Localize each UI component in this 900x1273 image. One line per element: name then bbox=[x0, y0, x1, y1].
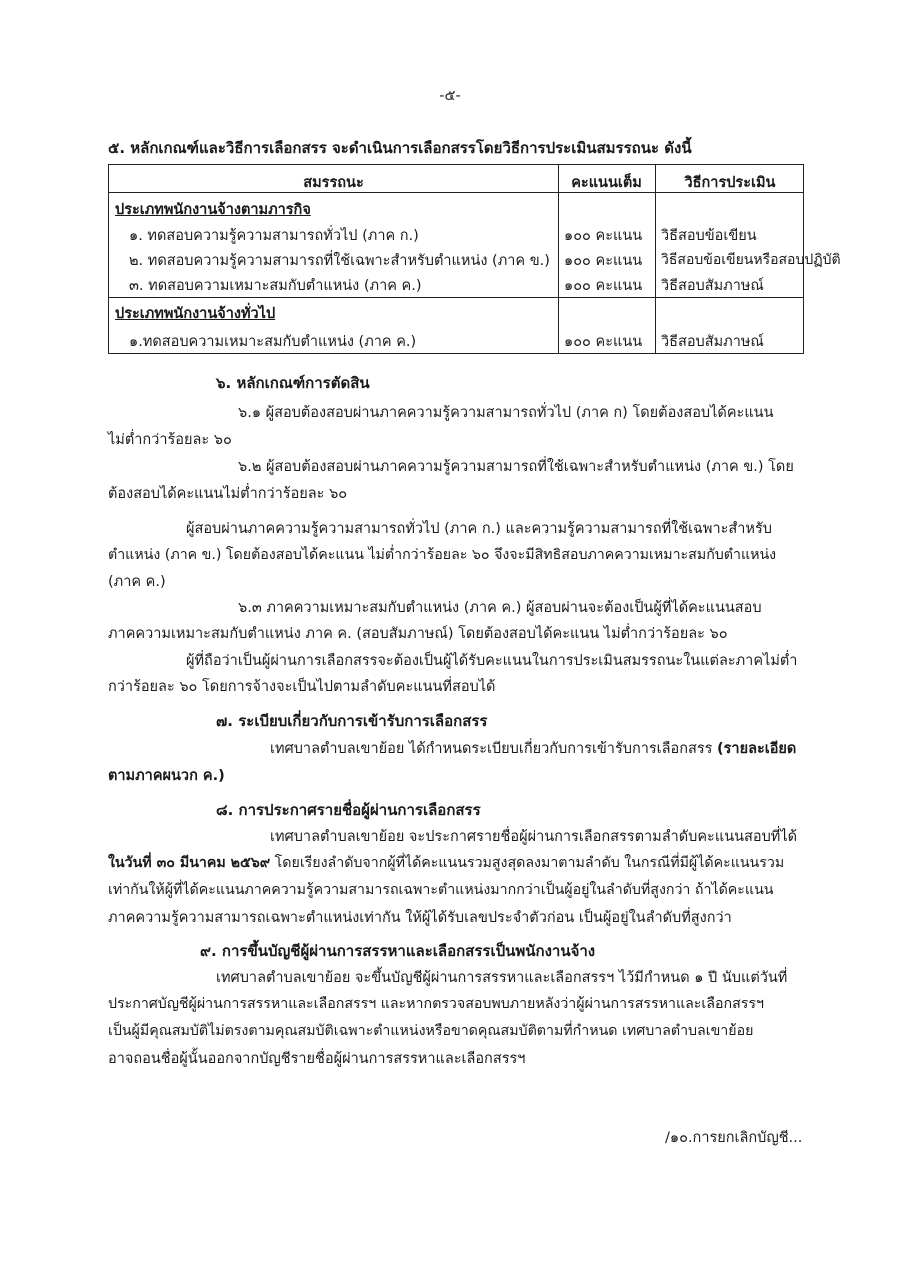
competency-table bbox=[108, 164, 841, 354]
paragraph-line: ไม่ต่ำกว่าร้อยละ ๖๐ bbox=[108, 432, 232, 448]
paragraph-line bbox=[108, 852, 784, 874]
table-row-method: วิธีสอบข้อเขียน bbox=[661, 228, 757, 244]
table-header-competency: สมรรถนะ bbox=[303, 175, 364, 191]
table-row-item: ๑. ทดสอบความรู้ความสามารถทั่วไป (ภาค ก.) bbox=[129, 228, 419, 244]
section-7-heading: ๗. ระเบียบเกี่ยวกับการเข้ารับการเลือกสรร bbox=[216, 712, 488, 730]
paragraph-bold-text: (รายละเอียด bbox=[717, 741, 797, 757]
table-header-method: วิธีการประเมิน bbox=[684, 175, 776, 191]
table-row-method: วิธีสอบข้อเขียนหรือสอบปฏิบัติ bbox=[661, 252, 841, 268]
paragraph-line: ตำแหน่ง (ภาค ข.) โดยต้องสอบได้คะแนน ไม่ต่ำกว่าร้อยละ ๖๐ จึงจะมีสิทธิสอบภาคความเหมาะสมกับตำแหน่ง bbox=[108, 547, 777, 563]
paragraph-line: เป็นผู้มีคุณสมบัติไม่ตรงตามคุณสมบัติเฉพาะตำแหน่งหรือขาดคุณสมบัติตามที่กำหนด เทศบาลตำบลเขาย้อย bbox=[108, 1023, 754, 1039]
section-9-heading: ๙. การขึ้นบัญชีผู้ผ่านการสรรหาและเลือกสรรเป็นพนักงานจ้าง bbox=[200, 942, 596, 960]
table-group-title: ประเภทพนักงานจ้างทั่วไป bbox=[115, 306, 276, 322]
paragraph-line: ภาคความรู้ความสามารถเฉพาะตำแหน่งเท่ากัน ให้ผู้ได้รับเลขประจำตัวก่อน เป็นผู้อยู่ในลำดับที่สูงกว่า bbox=[108, 910, 732, 926]
paragraph-text: โดยเรียงลำดับจากผู้ที่ได้คะแนนรวมสูงสุดลงมาตามลำดับ ในกรณีที่มีผู้ได้คะแนนรวม bbox=[270, 855, 785, 871]
paragraph-line: ๖.๒ ผู้สอบต้องสอบผ่านภาคความรู้ความสามารถที่ใช้เฉพาะสำหรับตำแหน่ง (ภาค ข.) โดย bbox=[238, 459, 794, 475]
paragraph-line: ประกาศบัญชีผู้ผ่านการสรรหาและเลือกสรรฯ และหากตรวจสอบพบภายหลังว่าผู้ผ่านการสรรหาและเลือกสรรฯ bbox=[108, 996, 764, 1012]
paragraph-line: กว่าร้อยละ ๖๐ โดยการจ้างจะเป็นไปตามลำดับคะแนนที่สอบได้ bbox=[108, 679, 496, 695]
table-row-score: ๑๐๐ คะแนน bbox=[564, 278, 643, 294]
section-8-heading: ๘. การประกาศรายชื่อผู้ผ่านการเลือกสรร bbox=[216, 801, 481, 819]
paragraph-bold-line: ตามภาคผนวก ค.) bbox=[108, 768, 225, 784]
table-row-score: ๑๐๐ คะแนน bbox=[564, 228, 643, 244]
announcement-date: ในวันที่ ๓๐ มีนาคม ๒๕๖๙ bbox=[108, 855, 271, 871]
table-row-score: ๑๐๐ คะแนน bbox=[564, 253, 643, 269]
table-header-full-score: คะแนนเต็ม bbox=[571, 175, 642, 191]
next-page-reference: /๑๐.การยกเลิกบัญชี... bbox=[665, 1130, 803, 1146]
paragraph-line: ผู้ที่ถือว่าเป็นผู้ผ่านการเลือกสรรจะต้องเป็นผู้ได้รับคะแนนในการประเมินสมรรถนะในแต่ละภาคไม่ต่ำ bbox=[186, 653, 798, 669]
table-row-score: ๑๐๐ คะแนน bbox=[564, 334, 643, 350]
table-group-divider bbox=[109, 297, 803, 298]
page-number: -๕- bbox=[439, 88, 461, 104]
paragraph-line: เท่ากันให้ผู้ที่ได้คะแนนภาคความรู้ความสามารถเฉพาะตำแหน่งมากกว่าเป็นผู้อยู่ในลำดับที่สูงกว่า ถ้าได้คะแนน bbox=[108, 882, 774, 898]
paragraph-text: เทศบาลตำบลเขาย้อย ได้กำหนดระเบียบเกี่ยวกับการเข้ารับการเลือกสรร bbox=[270, 741, 718, 757]
table-group-title: ประเภทพนักงานจ้างตามภารกิจ bbox=[115, 202, 311, 218]
paragraph-line: (ภาค ค.) bbox=[108, 574, 166, 590]
table-row-method: วิธีสอบสัมภาษณ์ bbox=[661, 334, 764, 350]
table-row-item: ๓. ทดสอบความเหมาะสมกับตำแหน่ง (ภาค ค.) bbox=[129, 278, 422, 294]
table-row-item: ๒. ทดสอบความรู้ความสามารถที่ใช้เฉพาะสำหรับตำแหน่ง (ภาค ข.) bbox=[129, 253, 550, 269]
paragraph-line: เทศบาลตำบลเขาย้อย จะประกาศรายชื่อผู้ผ่านการเลือกสรรตามลำดับคะแนนสอบที่ได้ bbox=[270, 829, 798, 845]
paragraph-line: ภาคความเหมาะสมกับตำแหน่ง ภาค ค. (สอบสัมภาษณ์) โดยต้องสอบได้คะแนน ไม่ต่ำกว่าร้อยละ ๖๐ bbox=[108, 626, 728, 642]
section-6-heading: ๖. หลักเกณฑ์การตัดสิน bbox=[216, 374, 370, 392]
paragraph-line: อาจถอนชื่อผู้นั้นออกจากบัญชีรายชื่อผู้ผ่านการสรรหาและเลือกสรรฯ bbox=[108, 1051, 526, 1067]
paragraph-line: ๖.๓ ภาคความเหมาะสมกับตำแหน่ง (ภาค ค.) ผู้สอบผ่านจะต้องเป็นผู้ที่ได้คะแนนสอบ bbox=[238, 600, 762, 616]
paragraph-line: ๖.๑ ผู้สอบต้องสอบผ่านภาคความรู้ความสามารถทั่วไป (ภาค ก) โดยต้องสอบได้คะแนน bbox=[238, 405, 774, 421]
paragraph-line: เทศบาลตำบลเขาย้อย จะขึ้นบัญชีผู้ผ่านการสรรหาและเลือกสรรฯ ไว้มีกำหนด ๑ ปี นับแต่วันที่ bbox=[216, 970, 788, 986]
paragraph-line: ผู้สอบผ่านภาคความรู้ความสามารถทั่วไป (ภาค ก.) และความรู้ความสามารถที่ใช้เฉพาะสำหรับ bbox=[186, 521, 772, 537]
section-5-heading: ๕. หลักเกณฑ์และวิธีการเลือกสรร จะดำเนินการเลือกสรรโดยวิธีการประเมินสมรรถนะ ดังนี้ bbox=[108, 139, 692, 157]
table-row-item: ๑.ทดสอบความเหมาะสมกับตำแหน่ง (ภาค ค.) bbox=[129, 334, 417, 350]
paragraph-line: ต้องสอบได้คะแนนไม่ต่ำกว่าร้อยละ ๖๐ bbox=[108, 486, 348, 502]
paragraph-line bbox=[270, 737, 796, 760]
table-row-method: วิธีสอบสัมภาษณ์ bbox=[661, 278, 764, 294]
